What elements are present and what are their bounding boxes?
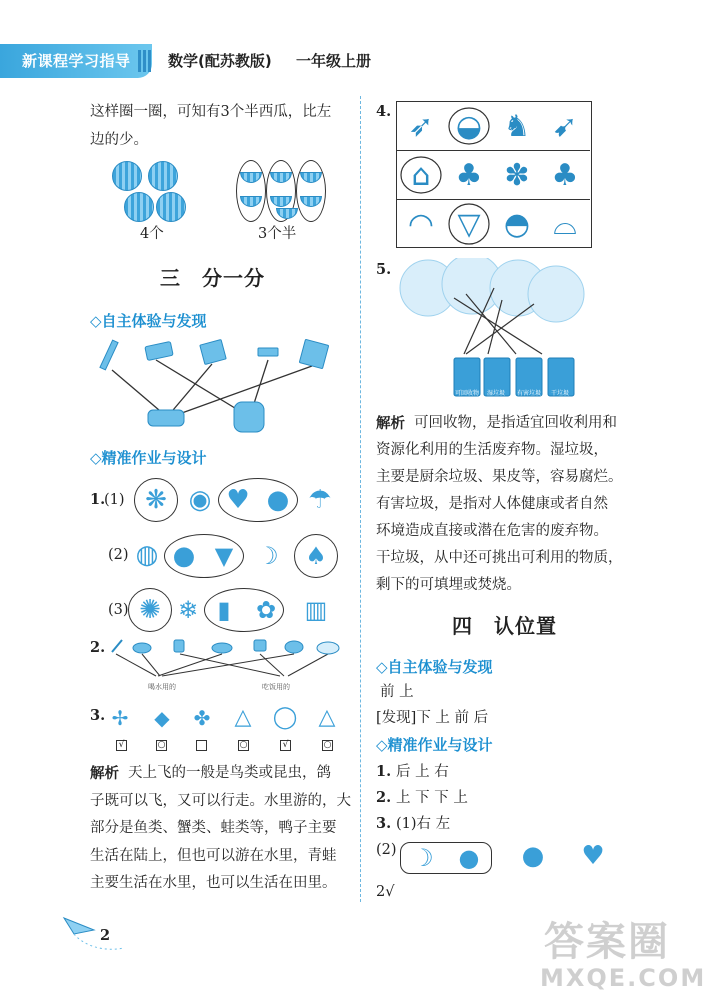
section-4-title: 四 认位置 [452,614,557,638]
answer-box: ○ [239,740,248,750]
mushroom-icon: ♠ [305,542,327,570]
right-analysis-line: 可回收物，是指适宜回收利用和 [414,415,617,431]
snowflake-icon: ❄ [177,596,199,624]
caption-four: 4个 [140,226,164,242]
circle-mark [296,160,326,222]
cake-icon: ◉ [188,485,212,515]
bin-label: 有害垃圾 [517,390,542,397]
q2-label: 2. [90,639,106,656]
hat-icon: ⌂ [411,158,431,193]
right-analysis-line: 环境造成直接或潜在危害的废弃物。 [376,523,608,539]
dragonfly-icon: ✢ [111,706,129,730]
answer-box: ○ [323,740,332,750]
sun-icon: ✺ [139,595,161,625]
bin-label: 湿垃圾 [487,390,506,397]
apple-icon: ♥ [581,841,605,871]
header-bars-decoration [138,50,154,72]
explore-answer-1: 前 上 [380,684,414,700]
answer-last: 2√ [376,884,395,900]
explore-answer-2: [发现]下 上 前 后 [376,710,489,726]
answer-box: √ [280,740,291,751]
popcorn-icon: ▥ [304,596,328,624]
tree-icon: ♣ [455,158,483,193]
paper-plane-icon [60,912,130,956]
watermelon-icon [112,161,142,191]
site-watermark [536,910,706,994]
banana-icon: ☽ [257,542,279,570]
palm-tree-icon: ✽ [504,158,530,193]
watermelon-icon [124,192,154,222]
q5-label: 5. [376,261,392,278]
answer-1-num: 1. [376,763,392,780]
intro-line-1: 这样圈一圈，可知有3个半西瓜，比左 [90,104,332,120]
answer-box: √ [116,740,127,751]
intro-line-2: 边的少。 [90,132,148,148]
popsicle-icon: ▮ [217,596,231,624]
left-analysis-line: 部分是鱼类、蟹类、蛙类等，鸭子主要 [90,820,337,836]
left-analysis-label: 解析 [90,765,119,782]
right-analysis-line: 有害垃圾，是指对人体健康或者自然 [376,496,608,512]
circle-mark [236,160,266,222]
strawberry-icon: ♥ [226,485,250,515]
answer-2: 上 下 下 上 [396,790,468,806]
q1-sub3-label: (3) [108,602,129,618]
sun-hat-icon: ◠ [407,207,435,242]
answer-1: 后 上 右 [396,764,449,780]
pear-icon: ● [266,485,290,515]
left-analysis-line: 生活在陆上，但也可以游在水里，青蛙 [90,848,337,864]
bin-label: 可回收物 [455,390,480,397]
carrot-icon: ▼ [214,542,234,570]
watermelon-icon [156,192,186,222]
q4-label: 4. [376,103,392,120]
header-title: 数学(配苏教版) [168,52,272,70]
watermelon-icon: ◍ [135,540,159,570]
bird-icon: ➶ [408,109,434,144]
parrot-icon: ♞ [503,109,531,144]
rabbit-icon: ✤ [193,706,211,730]
watermelon-icon [148,161,178,191]
answer-box [196,740,207,751]
tableware-matching-diagram [108,636,348,682]
page-header [0,44,722,78]
q1-sub1-label: (1) [104,492,125,508]
orange-icon: ● [458,844,480,872]
flower-icon: ✿ [255,596,277,624]
right-analysis-line: 主要是厨余垃圾、果皮等，容易腐烂。 [376,469,623,485]
tree-icon: ♣ [551,158,579,193]
frog-triangle-icon: △ [234,704,252,730]
header-brand: 新课程学习指导 [22,52,131,70]
q3-label: 3. [90,707,106,724]
bell-pepper-icon: ● [172,541,196,571]
knit-hat-icon: ⌓ [553,207,577,242]
q1-sub2-label: (2) [108,547,129,563]
duck-circle-icon: ◯ [272,704,298,730]
practice-heading-right: ◇精准作业与设计 [376,736,493,754]
banana-icon: ☽ [412,844,434,872]
page-number: 2 [100,927,111,944]
left-analysis-line: 天上飞的一般是鸟类或昆虫，鸽 [128,765,331,781]
grid-circle-marks [397,102,590,249]
right-analysis-line: 干垃圾，从中还可挑出可利用的物质， [376,550,623,566]
explore-heading-right: ◇自主体验与发现 [376,658,493,676]
q2-note-eat: 吃饭用的 [262,683,290,691]
section-3-title: 三 分一分 [160,266,265,290]
jellyfish-icon: ☂ [308,485,332,515]
answer-3-num: 3. [376,815,392,832]
explore-heading: ◇自主体验与发现 [90,312,207,330]
header-band [0,44,152,78]
left-analysis-line: 主要生活在水里，也可以生活在田里。 [90,875,337,891]
column-divider [360,96,361,902]
watermark-bottom: MXQE.COM [540,964,707,992]
q2-note-drink: 喝水用的 [148,683,176,691]
bin-label: 干垃圾 [551,390,570,397]
ice-cream-icon: ▽ [457,207,481,242]
right-analysis-line: 资源化利用的生活废弃物。湿垃圾， [376,442,608,458]
right-analysis-label: 解析 [376,415,405,432]
caption-three-half: 3个半 [258,226,297,242]
q1-label: 1. [90,491,106,508]
pear-icon: ● [521,841,545,871]
pineapple-icon: ❋ [145,485,167,515]
practice-heading: ◇精准作业与设计 [90,449,207,467]
garbage-sorting-diagram [394,258,590,404]
left-analysis-line: 子既可以飞，又可以行走。水里游的，大 [90,793,351,809]
answer-box: ○ [157,740,166,750]
crab-triangle-icon: △ [318,704,336,730]
watermark-top: 答案圈 [544,919,670,965]
answer-2-num: 2. [376,789,392,806]
cap-icon: ◓ [503,207,531,242]
header-subtitle: 一年级上册 [296,52,372,70]
q4-classification-grid [396,101,592,248]
stationery-matching-diagram [98,336,338,436]
fish-icon: ◆ [154,706,170,730]
answer-3-sub2-label: (2) [376,842,397,858]
answer-3: (1)右 左 [396,816,451,832]
swallow-icon: ➹ [552,109,578,144]
turtle-icon: ◒ [455,109,483,144]
right-analysis-line: 剩下的可填埋或焚烧。 [376,577,521,593]
